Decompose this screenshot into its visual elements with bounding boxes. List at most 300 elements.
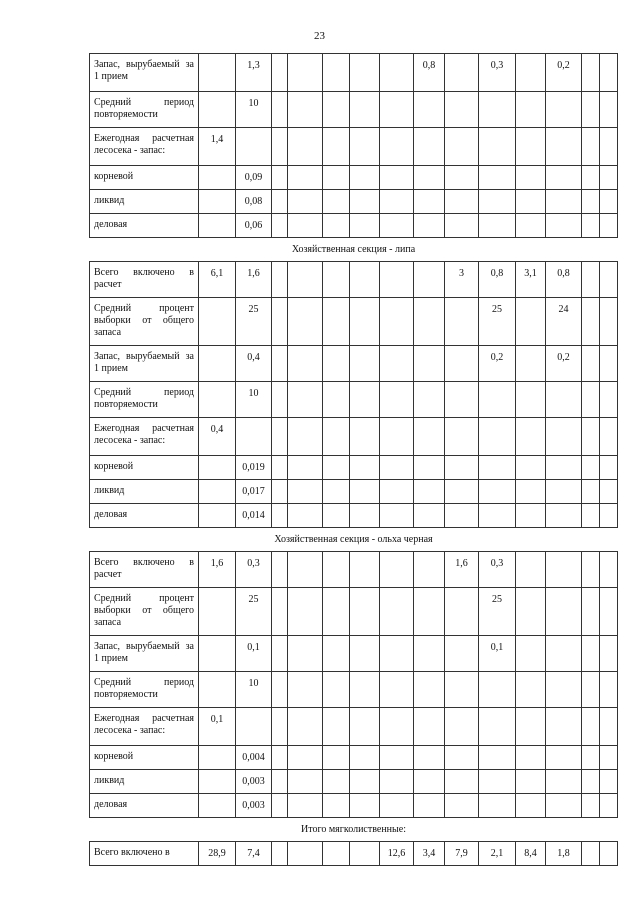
table-cell: 25 [479,298,516,346]
table-cell [236,418,272,456]
table-cell [272,794,288,818]
table-cell [516,770,546,794]
table-cell [288,190,323,214]
table-cell [380,480,414,504]
table-cell [445,382,479,418]
table-cell [445,298,479,346]
table-cell [582,552,600,588]
row-label: деловая [90,214,199,238]
table-cell [516,128,546,166]
table-cell [350,456,380,480]
table-cell [323,382,350,418]
row-label: Всего включено в [90,842,199,866]
table-cell [288,770,323,794]
table-cell [199,298,236,346]
table-cell [272,382,288,418]
row-label: Запас, вырубаемый за 1 прием [90,636,199,672]
table-cell [380,770,414,794]
table-cell [272,588,288,636]
table-cell [414,418,445,456]
table-cell [236,708,272,746]
table-row [90,262,618,298]
table-cell [323,214,350,238]
table-cell [582,842,600,866]
row-label: ликвид [90,770,199,794]
table-cell [288,708,323,746]
table-cell [380,262,414,298]
table-cell [414,504,445,528]
table-cell [445,770,479,794]
table-cell [479,456,516,480]
table-cell: 0,06 [236,214,272,238]
row-label: Ежегодная расчетная лесосека - запас: [90,418,199,456]
table-cell [582,262,600,298]
table-cell [479,382,516,418]
table-cell [323,298,350,346]
row-label: корневой [90,166,199,190]
table-cell [350,672,380,708]
row-label: Средний период повторяемости [90,672,199,708]
row-label: Ежегодная расчетная лесосека - запас: [90,128,199,166]
table-cell [323,842,350,866]
table-cell [600,92,618,128]
table-cell [516,92,546,128]
table-cell [600,588,618,636]
table-cell [479,746,516,770]
table-cell [414,636,445,672]
table-cell [445,672,479,708]
table-cell [272,672,288,708]
table-cell: 0,2 [479,346,516,382]
table-cell [288,382,323,418]
table-cell: 0,2 [546,54,582,92]
table-cell [288,636,323,672]
table-cell: 0,1 [199,708,236,746]
table-cell [199,92,236,128]
table-cell [445,346,479,382]
table-cell [546,770,582,794]
table-cell [380,794,414,818]
table-cell: 0,3 [479,552,516,588]
table-row [90,382,618,418]
table-cell: 1,6 [199,552,236,588]
table-cell [445,128,479,166]
table-cell: 0,003 [236,770,272,794]
table-cell [380,504,414,528]
table-cell [414,382,445,418]
table-row [90,190,618,214]
table-cell [582,480,600,504]
table-cell [272,480,288,504]
table-cell [516,190,546,214]
table-cell [546,456,582,480]
table-cell [323,128,350,166]
table-cell [272,708,288,746]
table-cell [445,214,479,238]
table-cell [199,746,236,770]
table-cell [445,456,479,480]
table-cell: 1,3 [236,54,272,92]
table-cell [516,54,546,92]
table-cell [516,166,546,190]
table-cell: 0,2 [546,346,582,382]
table-cell [414,672,445,708]
table-cell [479,166,516,190]
table-cell [350,504,380,528]
table-cell [582,746,600,770]
table-cell [445,166,479,190]
row-label: деловая [90,794,199,818]
table-cell [414,552,445,588]
table-cell [414,166,445,190]
table-cell: 0,3 [236,552,272,588]
table-cell [516,382,546,418]
table-cell: 12,6 [380,842,414,866]
table-cell [582,418,600,456]
table-cell [380,456,414,480]
table-cell [516,746,546,770]
table-cell: 25 [236,588,272,636]
table-cell: 0,003 [236,794,272,818]
table-cell [199,346,236,382]
table-row [90,418,618,456]
table-cell [546,746,582,770]
table-cell [272,770,288,794]
row-label: корневой [90,746,199,770]
table-cell [600,54,618,92]
table-cell [380,166,414,190]
table-cell [479,480,516,504]
table-cell [199,166,236,190]
table-cell [600,214,618,238]
table-cell: 0,019 [236,456,272,480]
table-cell [288,298,323,346]
table-cell: 28,9 [199,842,236,866]
page-number: 23 [314,30,325,42]
table-cell: 0,1 [479,636,516,672]
table-cell [414,346,445,382]
table-cell [350,636,380,672]
table-cell: 3 [445,262,479,298]
table-cell [600,794,618,818]
table-cell [350,54,380,92]
table-cell [600,262,618,298]
table-cell: 25 [479,588,516,636]
table-cell [350,480,380,504]
table-row [90,672,618,708]
table-cell [380,418,414,456]
table-cell [350,190,380,214]
table-cell [350,842,380,866]
table-cell [582,672,600,708]
table-cell [600,770,618,794]
table-cell: 6,1 [199,262,236,298]
table-cell [600,636,618,672]
table-cell [288,842,323,866]
table-row [90,456,618,480]
table-cell [582,92,600,128]
table-cell: 0,004 [236,746,272,770]
table-cell: 10 [236,382,272,418]
table-cell [414,262,445,298]
table-cell [582,770,600,794]
table-cell [199,794,236,818]
table-cell: 1,8 [546,842,582,866]
table-cell [516,636,546,672]
table-cell [288,214,323,238]
table-cell [323,346,350,382]
table-cell [350,128,380,166]
table-cell [445,588,479,636]
table-cell [272,166,288,190]
table-cell [272,190,288,214]
table-cell [380,346,414,382]
table-cell [445,418,479,456]
table-cell [323,92,350,128]
table-row [90,214,618,238]
table-row [90,552,618,588]
table-cell: 0,4 [236,346,272,382]
table-cell [323,504,350,528]
table-cell [479,504,516,528]
table-cell [516,480,546,504]
table-cell [380,636,414,672]
table-cell [199,456,236,480]
table-cell [582,166,600,190]
table-cell [546,92,582,128]
table-cell [582,298,600,346]
table-cell: 8,4 [516,842,546,866]
table-cell [199,382,236,418]
row-label: Средний период повторяемости [90,382,199,418]
table-cell: 10 [236,672,272,708]
table-cell [546,636,582,672]
table-cell [582,456,600,480]
table-row [90,794,618,818]
table-cell [516,672,546,708]
row-label: ликвид [90,480,199,504]
table-cell [582,128,600,166]
table-cell [582,588,600,636]
table-cell [546,708,582,746]
table-cell [600,382,618,418]
table-cell [380,746,414,770]
table-row [90,128,618,166]
table-cell: 10 [236,92,272,128]
table-cell [414,708,445,746]
row-label: Средний процент выборки от общего запаса [90,588,199,636]
table-cell [288,456,323,480]
table-cell: 0,3 [479,54,516,92]
table-cell [600,456,618,480]
table-row [90,92,618,128]
table-cell [600,480,618,504]
table-cell [272,636,288,672]
table-cell [516,504,546,528]
table-cell [600,552,618,588]
table-cell: 0,09 [236,166,272,190]
table-cell [546,794,582,818]
row-label: Всего включено в расчет [90,552,199,588]
table-cell [516,346,546,382]
table-cell [445,504,479,528]
table-cell [288,418,323,456]
table-cell [323,190,350,214]
table-cell [199,588,236,636]
table-cell [582,708,600,746]
table-cell [516,418,546,456]
table-cell [323,708,350,746]
section-header-row [90,528,618,552]
table-cell [288,166,323,190]
table-row [90,480,618,504]
table-cell [516,298,546,346]
table-cell [600,346,618,382]
table-cell: 7,4 [236,842,272,866]
table-cell [288,262,323,298]
table-cell [380,54,414,92]
table-cell [272,262,288,298]
row-label: Всего включено в расчет [90,262,199,298]
table-row [90,746,618,770]
table-cell [380,588,414,636]
table-cell: 0,08 [236,190,272,214]
table-cell [516,708,546,746]
table-cell [546,588,582,636]
table-cell [582,346,600,382]
table-cell [272,298,288,346]
table-cell [582,382,600,418]
table-cell [546,552,582,588]
table-cell [582,54,600,92]
table-cell [288,504,323,528]
table-cell [288,794,323,818]
table-cell [445,190,479,214]
table-cell [479,418,516,456]
table-cell [350,794,380,818]
table-cell: 0,8 [546,262,582,298]
table-cell [600,190,618,214]
table-cell [582,214,600,238]
table-cell [445,480,479,504]
table-cell [350,770,380,794]
table-cell [600,842,618,866]
table-cell [479,214,516,238]
table-cell [445,794,479,818]
table-cell [414,770,445,794]
table-cell [546,672,582,708]
table-cell [323,552,350,588]
table-cell [380,128,414,166]
row-label: Запас, вырубаемый за 1 прием [90,346,199,382]
table-cell [199,190,236,214]
table-cell [323,262,350,298]
table-cell [288,346,323,382]
row-label: Запас, вырубаемый за 1 прием [90,54,199,92]
row-label: Средний процент выборки от общего запаса [90,298,199,346]
table-row [90,636,618,672]
table-cell [288,92,323,128]
table-cell [479,708,516,746]
table-cell [516,552,546,588]
table-cell [323,418,350,456]
table-cell [199,214,236,238]
table-cell: 25 [236,298,272,346]
table-cell [546,166,582,190]
table-row [90,346,618,382]
row-label: ликвид [90,190,199,214]
table-cell [380,382,414,418]
table-cell [479,190,516,214]
table-cell [546,382,582,418]
table-cell: 24 [546,298,582,346]
table-cell: 7,9 [445,842,479,866]
table-cell [380,214,414,238]
table-cell [323,456,350,480]
table-cell [288,54,323,92]
table-cell [323,794,350,818]
table-cell [479,672,516,708]
table-cell [272,418,288,456]
table-cell [272,552,288,588]
table-cell [199,480,236,504]
table-cell [323,672,350,708]
table-cell [445,746,479,770]
table-cell [546,480,582,504]
table-cell [272,746,288,770]
table-cell [272,456,288,480]
table-cell [199,770,236,794]
table-cell [414,190,445,214]
table-cell [288,128,323,166]
section-header-row [90,238,618,262]
row-label: Средний период повторяемости [90,92,199,128]
table-cell [199,504,236,528]
table-cell [414,128,445,166]
table-cell [350,746,380,770]
table-cell [414,480,445,504]
table-cell [516,456,546,480]
section-title: Хозяйственная секция - липа [90,238,618,262]
table-cell [600,298,618,346]
table-cell [582,794,600,818]
table-cell [414,92,445,128]
table-cell [288,746,323,770]
table-cell [350,166,380,190]
table-cell [600,504,618,528]
row-label: Ежегодная расчетная лесосека - запас: [90,708,199,746]
table-cell: 1,6 [445,552,479,588]
table-cell [582,636,600,672]
table-cell [350,588,380,636]
table-cell [272,128,288,166]
table-cell [445,92,479,128]
table-cell: 3,4 [414,842,445,866]
table-cell [600,128,618,166]
table-cell [546,504,582,528]
table-cell [350,92,380,128]
table-cell [288,672,323,708]
table-cell [414,794,445,818]
table-cell [350,262,380,298]
table-cell [380,552,414,588]
table-cell [323,636,350,672]
table-cell: 1,4 [199,128,236,166]
row-label: корневой [90,456,199,480]
table-row [90,708,618,746]
table-cell [414,746,445,770]
table-cell [272,214,288,238]
